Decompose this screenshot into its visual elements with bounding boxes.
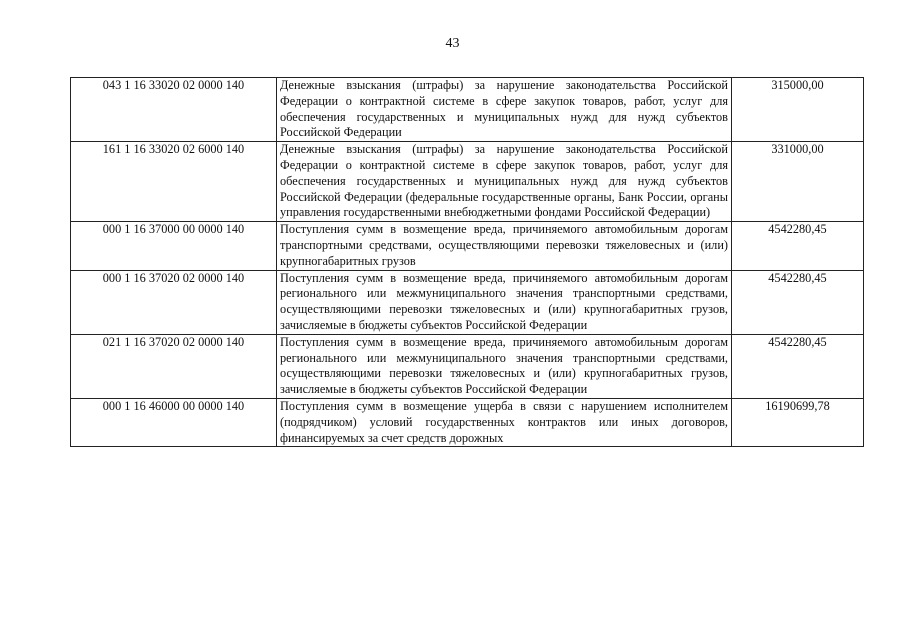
revenue-code-cell: 000 1 16 46000 00 0000 140 [71,398,277,446]
table-row [71,78,864,142]
table-row [71,222,864,270]
revenue-amount-cell: 331000,00 [732,142,864,222]
revenue-amount-cell: 16190699,78 [732,398,864,446]
revenue-code-cell: 000 1 16 37000 00 0000 140 [71,222,277,270]
budget-revenue-table [70,77,864,447]
revenue-amount-cell: 315000,00 [732,78,864,142]
table-row [71,334,864,398]
table-row [71,142,864,222]
revenue-description-cell: Поступления сумм в возмещение вреда, причиняемого автомобильным дорогам транспортными средствами, осуществляющими перевозки тяжеловесных и (или) крупногабаритных грузов [277,222,732,270]
revenue-amount-cell: 4542280,45 [732,222,864,270]
revenue-description-cell: Поступления сумм в возмещение вреда, причиняемого автомобильным дорогам регионального или межмуниципального значения транспортными средствами, осуществляющими перевозки тяжеловесных и (или) крупногабаритных грузов, зачисляемые в бюджеты субъектов Российской Федерации [277,270,732,334]
revenue-description-cell: Денежные взыскания (штрафы) за нарушение законодательства Российской Федерации о контрактной системе в сфере закупок товаров, работ, услуг для обеспечения государственных и муниципальных нужд для нужд субъектов Российской Федерации (федеральные государственные органы, Банк России, органы управления государственными внебюджетными фондами Российской Федерации) [277,142,732,222]
revenue-description-cell: Поступления сумм в возмещение вреда, причиняемого автомобильным дорогам регионального или межмуниципального значения транспортными средствами, осуществляющими перевозки тяжеловесных и (или) крупногабаритных грузов, зачисляемые в бюджеты субъектов Российской Федерации [277,334,732,398]
table-row [71,270,864,334]
revenue-description-cell: Денежные взыскания (штрафы) за нарушение законодательства Российской Федерации о контрактной системе в сфере закупок товаров, работ, услуг для обеспечения государственных и муниципальных нужд для нужд субъектов Российской Федерации [277,78,732,142]
revenue-code-cell: 021 1 16 37020 02 0000 140 [71,334,277,398]
revenue-code-cell: 000 1 16 37020 02 0000 140 [71,270,277,334]
revenue-code-cell: 161 1 16 33020 02 6000 140 [71,142,277,222]
revenue-amount-cell: 4542280,45 [732,270,864,334]
revenue-description-text: Поступления сумм в возмещение ущерба в связи с нарушением исполнителем (подрядчиком) условий государственных контрактов или иных договоров, финансируемых за счет средств дорожных [280,398,728,445]
revenue-amount-cell: 4542280,45 [732,334,864,398]
page-number: 43 [445,36,460,51]
table-row [71,398,864,446]
revenue-description-cell [277,398,732,446]
revenue-code-cell: 043 1 16 33020 02 0000 140 [71,78,277,142]
